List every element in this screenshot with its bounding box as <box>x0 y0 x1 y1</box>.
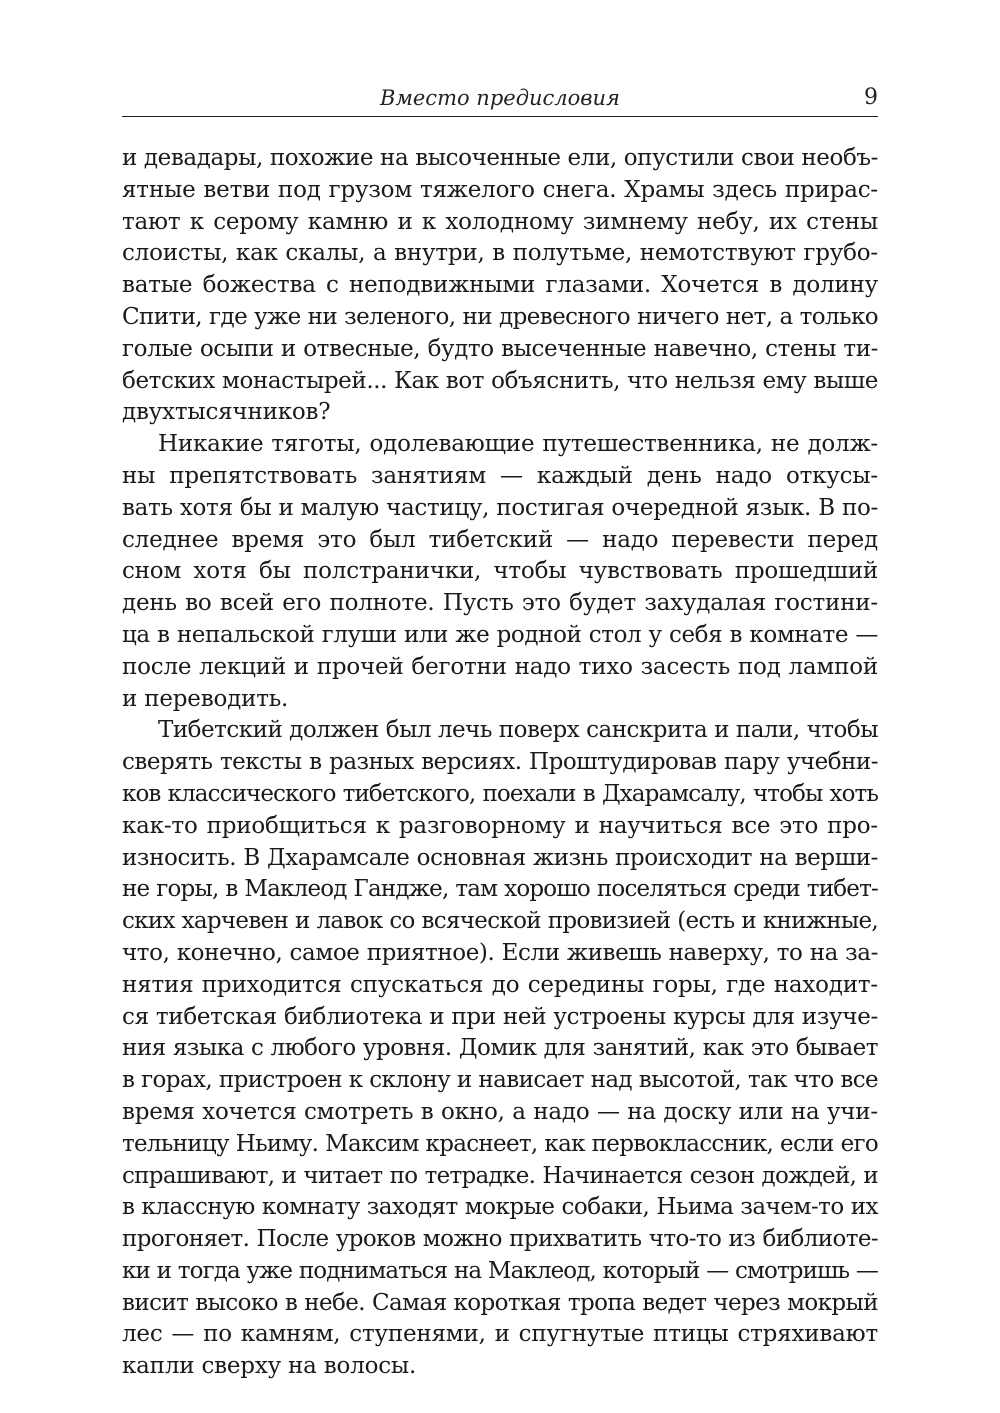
text-line: после лекций и прочей беготни надо тихо засесть под лампой <box>122 653 878 680</box>
text-line: ся тибетская библиотека и при ней устроены курсы для изуче- <box>122 1003 878 1030</box>
text-line: лес — по камням, ступенями, и спугнутые птицы стряхивают <box>122 1321 878 1348</box>
text-line: слоисты, как скалы, а внутри, в полутьме, немотствуют грубо- <box>122 240 878 267</box>
page-number: 9 <box>864 85 878 110</box>
text-line: ки и тогда уже подниматься на Маклеод, который — смотришь — <box>122 1257 878 1284</box>
text-line: день во всей его полноте. Пусть это будет захудалая гостини- <box>122 590 878 617</box>
text-line: капли сверху на волосы. <box>122 1353 417 1380</box>
text-line: сном хотя бы полстранички, чтобы чувствовать прошедший <box>122 558 878 585</box>
text-line: Никакие тяготы, одолевающие путешественника, не долж- <box>158 431 878 458</box>
text-line: голые осыпи и отвесные, будто высеченные навечно, стены ти- <box>122 335 878 362</box>
text-line: вать хотя бы и малую частицу, постигая очередной язык. В по- <box>122 494 878 521</box>
text-line: ны препятствовать занятиям — каждый день надо откусы- <box>122 462 878 489</box>
text-line: тают к серому камню и к холодному зимнему небу, их стены <box>122 208 878 235</box>
text-line: ятные ветви под грузом тяжелого снега. Храмы здесь прирас- <box>122 176 878 203</box>
text-line: двухтысячников? <box>122 399 331 426</box>
text-line: ватые божества с неподвижными глазами. Хочется в долину <box>122 272 878 299</box>
text-line: Тибетский должен был лечь поверх санскрита и пали, чтобы <box>158 717 878 744</box>
text-line: висит высоко в небе. Самая короткая тропа ведет через мокрый <box>122 1289 878 1316</box>
text-line: в классную комнату заходят мокрые собаки, Ньима зачем-то их <box>122 1194 878 1221</box>
text-line: как-то приобщиться к разговорному и научиться все это про- <box>122 812 878 839</box>
text-line: ков классического тибетского, поехали в Дхарамсалу, чтобы хоть <box>122 780 878 807</box>
running-header <box>122 82 878 117</box>
text-line: ских харчевен и лавок со всяческой провизией (есть и книжные, <box>122 908 878 935</box>
text-line: прогоняет. После уроков можно прихватить что-то из библиоте- <box>122 1226 878 1253</box>
text-line: и переводить. <box>122 685 289 712</box>
text-line: бетских монастырей... Как вот объяснить, что нельзя ему выше <box>122 367 878 394</box>
text-line: тельницу Ньиму. Максим краснеет, как первоклассник, если его <box>122 1130 878 1157</box>
text-line: ца в непальской глуши или же родной стол у себя в комнате — <box>122 621 878 648</box>
text-line: не горы, в Маклеод Гандже, там хорошо поселяться среди тибет- <box>122 876 878 903</box>
text-line: износить. В Дхарамсале основная жизнь происходит на верши- <box>122 844 878 871</box>
text-line: время хочется смотреть в окно, а надо — на доску или на учи- <box>122 1098 878 1125</box>
running-header-title: Вместо предисловия <box>380 86 620 110</box>
text-line: в горах, пристроен к склону и нависает над высотой, так что все <box>122 1067 878 1094</box>
text-line: ния языка с любого уровня. Домик для занятий, как это бывает <box>122 1035 878 1062</box>
text-line: Спити, где уже ни зеленого, ни древесного ничего нет, а только <box>122 303 878 330</box>
text-line: спрашивают, и читает по тетрадке. Начинается сезон дождей, и <box>122 1162 878 1189</box>
text-line: и девадары, похожие на высоченные ели, опустили свои необъ- <box>122 145 878 171</box>
body-text <box>122 143 878 1383</box>
text-line: нятия приходится спускаться до середины горы, где находит- <box>122 971 878 998</box>
text-line: что, конечно, самое приятное). Если живешь наверху, то на за- <box>122 939 878 966</box>
text-line: следнее время это был тибетский — надо перевести перед <box>122 526 878 553</box>
text-line: сверять тексты в разных версиях. Проштудировав пару учебни- <box>122 749 878 776</box>
